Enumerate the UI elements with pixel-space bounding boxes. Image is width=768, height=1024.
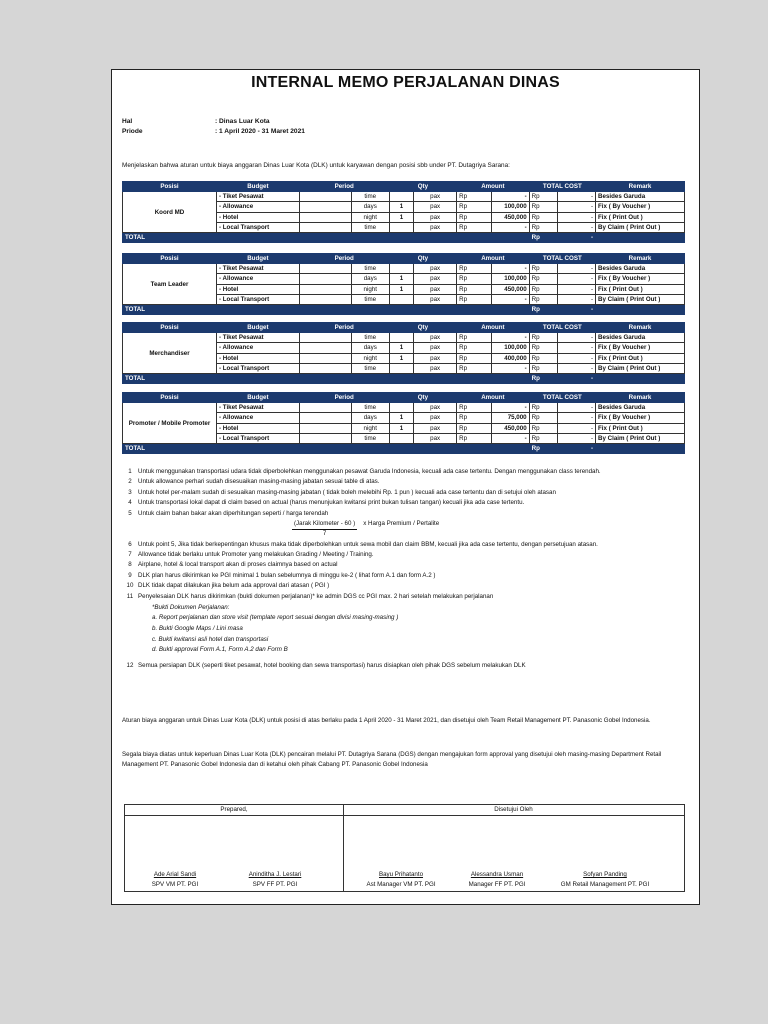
note-item: 9 DLK plan harus dikirimkan ke PGI minimal 1 bulan sebelumnya di minggu ke-2 ( lihat form A.1 dan form A.2 ) — [128, 571, 436, 579]
cell-empty — [596, 232, 685, 242]
cell-empty — [299, 413, 351, 423]
note-item: 4 Untuk transportasi lokal dapat di claim based on actual (harus menunjukan kwitansi print bukan tulisan tangan) kecuali jika ada case tertentu. — [128, 499, 525, 507]
total-label: TOTAL — [123, 373, 530, 383]
column-header: Remark — [596, 182, 685, 192]
column-header: Posisi — [123, 254, 217, 264]
cell-unit: time — [351, 192, 389, 202]
column-header: Amount — [457, 182, 530, 192]
cell-rp: Rp — [457, 363, 492, 373]
cell-amount: 450,000 — [491, 284, 529, 294]
column-header: Posisi — [123, 323, 217, 333]
cell-rp: Rp — [457, 403, 492, 413]
position-cell: Team Leader — [123, 264, 217, 305]
cell-pax: pax — [414, 294, 457, 304]
cell-unit: time — [351, 433, 389, 443]
note-item: 2 Untuk allowance perhari sudah disesuaikan masing-masing jabatan sesuai table di atas. — [128, 478, 380, 486]
total-rp: Rp — [529, 443, 558, 453]
note-item: 6 Untuk point 5, Jika tidak berkepentingan khusus maka tidak diperbolehkan untuk sewa mobil dan claim BBM, kecuali jika ada case tertentu, dengan persetujuan atasan. — [128, 540, 598, 548]
signatory — [225, 870, 325, 890]
total-label: TOTAL — [123, 443, 530, 453]
cell-empty — [596, 304, 685, 314]
table-header-row — [123, 182, 685, 192]
formula-numerator: (Jarak Kilometer - 60 ) — [292, 520, 357, 530]
cell-pax: pax — [414, 212, 457, 222]
cell-trp: Rp — [529, 222, 558, 232]
cell-tc: - — [558, 413, 596, 423]
cell-tc: - — [558, 294, 596, 304]
formula-operator: x Harga Premium / Pertalite — [363, 519, 440, 527]
cell-budget: - Tiket Pesawat — [217, 333, 300, 343]
cell-amount: 75,000 — [491, 413, 529, 423]
header-label: Priode — [122, 128, 143, 135]
cell-tc: - — [558, 274, 596, 284]
cell-remark: Fix ( By Voucher ) — [596, 202, 685, 212]
cell-pax: pax — [414, 403, 457, 413]
note-item: 10 DLK tidak dapat dilakukan jika belum ada approval dari atasan ( PGI ) — [126, 582, 330, 590]
cell-pax: pax — [414, 433, 457, 443]
fuel-formula — [292, 520, 682, 539]
cell-unit: days — [351, 274, 389, 284]
cell-qty — [389, 222, 414, 232]
cell-budget: - Allowance — [217, 413, 300, 423]
column-header: Amount — [457, 254, 530, 264]
column-header: Qty — [389, 182, 456, 192]
column-header: TOTAL COST — [529, 182, 595, 192]
cell-unit: time — [351, 333, 389, 343]
cell-qty — [389, 433, 414, 443]
budget-table — [122, 181, 685, 243]
cell-unit: days — [351, 413, 389, 423]
cell-pax: pax — [414, 413, 457, 423]
notes-list — [122, 468, 682, 672]
cell-tc: - — [558, 212, 596, 222]
cell-pax: pax — [414, 192, 457, 202]
cell-trp: Rp — [529, 202, 558, 212]
cell-unit: days — [351, 202, 389, 212]
cell-qty — [389, 333, 414, 343]
cell-qty: 1 — [389, 423, 414, 433]
cell-empty — [299, 294, 351, 304]
cell-amount: 450,000 — [491, 423, 529, 433]
cell-budget: - Tiket Pesawat — [217, 192, 300, 202]
column-header: Remark — [596, 393, 685, 403]
note-item: 3 Untuk hotel per-malam sudah di sesuaikan masing-masing jabatan ( tidak boleh melebihi Rp. 1 pun ) kecuali ada case tertentu dan di setujui oleh atasan — [128, 488, 556, 496]
cell-remark: Besides Garuda — [596, 403, 685, 413]
sub-note: b. Bukti Google Maps / Lini masa — [152, 625, 243, 633]
total-rp: Rp — [529, 304, 558, 314]
cell-trp: Rp — [529, 333, 558, 343]
header-hal — [122, 118, 270, 125]
cell-pax: pax — [414, 423, 457, 433]
total-rp: Rp — [529, 373, 558, 383]
signatory-role: SPV VM PT. PGI — [151, 881, 199, 888]
budget-table — [122, 253, 685, 315]
cell-rp: Rp — [457, 274, 492, 284]
intro-text: Menjelaskan bahwa aturan untuk biaya anggaran Dinas Luar Kota (DLK) untuk karyawan dengan posisi sbb under PT. Dutagriya Sarana: — [122, 162, 510, 169]
cell-empty — [299, 192, 351, 202]
cell-empty — [299, 264, 351, 274]
cell-tc: - — [558, 192, 596, 202]
table-row — [123, 333, 685, 343]
cell-tc: - — [558, 423, 596, 433]
cell-qty — [389, 192, 414, 202]
cell-amount: - — [491, 294, 529, 304]
total-row — [123, 373, 685, 383]
column-header: Budget — [217, 182, 300, 192]
budget-table — [122, 322, 685, 384]
cell-trp: Rp — [529, 413, 558, 423]
cell-budget: - Hotel — [217, 353, 300, 363]
position-cell: Koord MD — [123, 192, 217, 233]
cell-rp: Rp — [457, 202, 492, 212]
cell-pax: pax — [414, 202, 457, 212]
cell-budget: - Allowance — [217, 343, 300, 353]
table-header-row — [123, 323, 685, 333]
total-label: TOTAL — [123, 304, 530, 314]
column-header: Posisi — [123, 182, 217, 192]
cell-empty — [596, 373, 685, 383]
cell-budget: - Local Transport — [217, 363, 300, 373]
signatory-name: Bayu Prihatanto — [378, 871, 424, 878]
cell-tc: - — [558, 222, 596, 232]
payment-paragraph: Segala biaya diatas untuk keperluan Dinas Luar Kota (DLK) pencairan melalui PT. Dutagriya Sarana (DGS) dengan mengajukan form approval yang disetujui oleh masing-masing Department Retail Management PT. Panasonic Gobel Indonesia dan di ketahui oleh pihak Cabang PT. Panasonic Gobel Indonesia — [122, 751, 662, 769]
cell-rp: Rp — [457, 284, 492, 294]
column-header: Remark — [596, 323, 685, 333]
cell-remark: Fix ( Print Out ) — [596, 423, 685, 433]
total-value: - — [558, 443, 596, 453]
column-header: Remark — [596, 254, 685, 264]
cell-remark: Fix ( By Voucher ) — [596, 413, 685, 423]
cell-unit: time — [351, 363, 389, 373]
cell-tc: - — [558, 353, 596, 363]
cell-budget: - Allowance — [217, 274, 300, 284]
total-row — [123, 304, 685, 314]
note-item: 1 Untuk menggunakan transportasi udara tidak diperbolehkan menggunakan pesawat Garuda Indonesia, kecuali ada case tertentu. Dengan menggunakan class terendah. — [128, 468, 601, 475]
sub-notes — [152, 603, 682, 656]
cell-empty — [299, 284, 351, 294]
note-item: 7 Allowance tidak berlaku untuk Promoter yang melakukan Grading / Meeting / Training. — [128, 550, 374, 558]
cell-budget: - Local Transport — [217, 433, 300, 443]
total-row — [123, 232, 685, 242]
cell-unit: night — [351, 423, 389, 433]
total-value: - — [558, 373, 596, 383]
cell-empty — [299, 403, 351, 413]
cell-pax: pax — [414, 333, 457, 343]
column-header: Period — [299, 393, 389, 403]
cell-rp: Rp — [457, 264, 492, 274]
cell-tc: - — [558, 333, 596, 343]
cell-remark: Fix ( By Voucher ) — [596, 274, 685, 284]
signature-box — [124, 804, 685, 892]
cell-budget: - Local Transport — [217, 294, 300, 304]
cell-qty — [389, 363, 414, 373]
cell-amount: - — [491, 403, 529, 413]
cell-qty: 1 — [389, 274, 414, 284]
cell-tc: - — [558, 284, 596, 294]
formula-denominator: 7 — [322, 529, 327, 537]
cell-pax: pax — [414, 363, 457, 373]
cell-amount: - — [491, 433, 529, 443]
memo-title: INTERNAL MEMO PERJALANAN DINAS — [251, 74, 560, 91]
cell-amount: - — [491, 333, 529, 343]
column-header: Qty — [389, 393, 456, 403]
cell-unit: time — [351, 403, 389, 413]
cell-remark: By Claim ( Print Out ) — [596, 433, 685, 443]
total-rp: Rp — [529, 232, 558, 242]
cell-unit: night — [351, 353, 389, 363]
cell-amount: 100,000 — [491, 343, 529, 353]
cell-trp: Rp — [529, 343, 558, 353]
cell-rp: Rp — [457, 433, 492, 443]
cell-empty — [299, 212, 351, 222]
note-item: 5 Untuk claim bahan bakar akan diperhitungan seperti / harga terendah — [128, 509, 329, 517]
cell-amount: 400,000 — [491, 353, 529, 363]
cell-remark: Fix ( By Voucher ) — [596, 343, 685, 353]
column-header: Qty — [389, 254, 456, 264]
cell-pax: pax — [414, 222, 457, 232]
memo-page — [111, 69, 700, 905]
cell-trp: Rp — [529, 274, 558, 284]
position-cell: Promoter / Mobile Promoter — [123, 403, 217, 444]
column-header: Amount — [457, 323, 530, 333]
total-value: - — [558, 232, 596, 242]
cell-trp: Rp — [529, 403, 558, 413]
cell-empty — [596, 443, 685, 453]
cell-empty — [299, 343, 351, 353]
signatory-role: GM Retail Management PT. PGI — [560, 881, 650, 888]
cell-remark: Besides Garuda — [596, 333, 685, 343]
cell-trp: Rp — [529, 353, 558, 363]
signatory-role: SPV FF PT. PGI — [252, 881, 298, 888]
signatory-name: Ade Arial Sandi — [153, 871, 197, 878]
cell-remark: Besides Garuda — [596, 264, 685, 274]
cell-tc: - — [558, 202, 596, 212]
column-header: Posisi — [123, 393, 217, 403]
cell-remark: By Claim ( Print Out ) — [596, 222, 685, 232]
cell-amount: - — [491, 222, 529, 232]
signatory — [125, 870, 225, 890]
cell-unit: time — [351, 222, 389, 232]
cell-remark: By Claim ( Print Out ) — [596, 363, 685, 373]
cell-pax: pax — [414, 353, 457, 363]
table-row — [123, 192, 685, 202]
cell-tc: - — [558, 433, 596, 443]
cell-trp: Rp — [529, 363, 558, 373]
cell-remark: Fix ( Print Out ) — [596, 212, 685, 222]
table-header-row — [123, 393, 685, 403]
cell-rp: Rp — [457, 192, 492, 202]
cell-rp: Rp — [457, 343, 492, 353]
signatory-name: Sofyan Panding — [583, 871, 627, 878]
total-label: TOTAL — [123, 232, 530, 242]
column-header: Period — [299, 254, 389, 264]
table-row — [123, 403, 685, 413]
sub-note: c. Bukti kwitansi asli hotel dan transportasi — [152, 635, 269, 643]
column-header: Budget — [217, 393, 300, 403]
cell-amount: 100,000 — [491, 202, 529, 212]
cell-trp: Rp — [529, 423, 558, 433]
cell-empty — [299, 353, 351, 363]
cell-pax: pax — [414, 343, 457, 353]
rules-paragraph: Aturan biaya anggaran untuk Dinas Luar Kota (DLK) untuk posisi di atas berlaku pada 1 April 2020 - 31 Maret 2021, dan disetujui oleh Team Retail Management PT. Panasonic Gobel Indonesia. — [122, 717, 651, 724]
cell-trp: Rp — [529, 284, 558, 294]
cell-budget: - Tiket Pesawat — [217, 264, 300, 274]
cell-tc: - — [558, 403, 596, 413]
signatory — [447, 870, 547, 890]
header-priode — [122, 128, 305, 135]
cell-remark: Fix ( Print Out ) — [596, 353, 685, 363]
table-row — [123, 264, 685, 274]
column-header: Budget — [217, 323, 300, 333]
cell-qty: 1 — [389, 202, 414, 212]
cell-budget: - Allowance — [217, 202, 300, 212]
cell-remark: By Claim ( Print Out ) — [596, 294, 685, 304]
column-header: Budget — [217, 254, 300, 264]
cell-trp: Rp — [529, 294, 558, 304]
header-value: : Dinas Luar Kota — [215, 118, 270, 125]
cell-trp: Rp — [529, 192, 558, 202]
column-header: Amount — [457, 393, 530, 403]
cell-budget: - Tiket Pesawat — [217, 403, 300, 413]
cell-pax: pax — [414, 264, 457, 274]
cell-unit: time — [351, 294, 389, 304]
cell-trp: Rp — [529, 212, 558, 222]
cell-remark: Fix ( Print Out ) — [596, 284, 685, 294]
cell-empty — [299, 423, 351, 433]
cell-pax: pax — [414, 284, 457, 294]
cell-unit: days — [351, 343, 389, 353]
cell-qty: 1 — [389, 353, 414, 363]
cell-budget: - Hotel — [217, 284, 300, 294]
column-header: Period — [299, 182, 389, 192]
cell-trp: Rp — [529, 433, 558, 443]
cell-empty — [299, 222, 351, 232]
column-header: TOTAL COST — [529, 393, 595, 403]
cell-amount: - — [491, 363, 529, 373]
prepared-header: Prepared, — [125, 805, 344, 816]
cell-qty — [389, 294, 414, 304]
cell-empty — [299, 202, 351, 212]
cell-tc: - — [558, 264, 596, 274]
cell-amount: - — [491, 192, 529, 202]
cell-rp: Rp — [457, 353, 492, 363]
sub-note: a. Report perjalanan dan store visit (template report sesuai dengan divisi masing-masing ) — [152, 614, 399, 622]
signatory — [351, 870, 451, 890]
column-header: TOTAL COST — [529, 323, 595, 333]
cell-qty: 1 — [389, 413, 414, 423]
cell-pax: pax — [414, 274, 457, 284]
cell-remark: Besides Garuda — [596, 192, 685, 202]
note-item: 8 Airplane, hotel & local transport akan di proses claimnya based on actual — [128, 561, 338, 569]
approved-header: Disetujui Oleh — [343, 805, 684, 816]
signatory-name: Aninditha J. Lestari — [248, 871, 302, 878]
signatory-name: Alessandra Usman — [470, 871, 524, 878]
cell-empty — [299, 333, 351, 343]
cell-budget: - Local Transport — [217, 222, 300, 232]
cell-rp: Rp — [457, 212, 492, 222]
cell-rp: Rp — [457, 423, 492, 433]
total-row — [123, 443, 685, 453]
cell-rp: Rp — [457, 222, 492, 232]
sub-note: d. Bukti approval Form A.1, Form A.2 dan Form B — [152, 646, 288, 654]
signatory — [555, 870, 655, 890]
cell-unit: time — [351, 264, 389, 274]
cell-tc: - — [558, 343, 596, 353]
cell-tc: - — [558, 363, 596, 373]
column-header: Qty — [389, 323, 456, 333]
cell-rp: Rp — [457, 413, 492, 423]
note-item: 11 Penyelesaian DLK harus dikirimkan (bukti dokumen perjalanan)* ke admin DGS cc PGI max. 2 hari setelah melakukan perjalanan — [126, 592, 494, 600]
cell-empty — [299, 274, 351, 284]
cell-unit: night — [351, 212, 389, 222]
cell-budget: - Hotel — [217, 423, 300, 433]
header-value: : 1 April 2020 - 31 Maret 2021 — [215, 128, 305, 135]
total-value: - — [558, 304, 596, 314]
cell-qty — [389, 403, 414, 413]
header-label: Hal — [122, 118, 133, 125]
note-item: 12 Semua persiapan DLK (seperti tiket pesawat, hotel booking dan sewa transportasi) harus disiapkan oleh pihak DGS sebelum melakukan DLK — [126, 661, 526, 669]
budget-table — [122, 392, 685, 454]
cell-amount: 100,000 — [491, 274, 529, 284]
column-header: TOTAL COST — [529, 254, 595, 264]
signatory-role: Manager FF PT. PGI — [468, 881, 526, 888]
cell-rp: Rp — [457, 333, 492, 343]
position-cell: Merchandiser — [123, 333, 217, 374]
cell-empty — [299, 363, 351, 373]
cell-rp: Rp — [457, 294, 492, 304]
signatory-role: Ast Manager VM PT. PGI — [366, 881, 436, 888]
cell-budget: - Hotel — [217, 212, 300, 222]
cell-amount: - — [491, 264, 529, 274]
cell-qty: 1 — [389, 212, 414, 222]
table-header-row — [123, 254, 685, 264]
cell-empty — [299, 433, 351, 443]
sub-note: *Bukti Dokumen Perjalanan: — [152, 603, 230, 611]
cell-qty: 1 — [389, 284, 414, 294]
column-header: Period — [299, 323, 389, 333]
cell-qty: 1 — [389, 343, 414, 353]
cell-trp: Rp — [529, 264, 558, 274]
cell-qty — [389, 264, 414, 274]
cell-unit: night — [351, 284, 389, 294]
cell-amount: 450,000 — [491, 212, 529, 222]
